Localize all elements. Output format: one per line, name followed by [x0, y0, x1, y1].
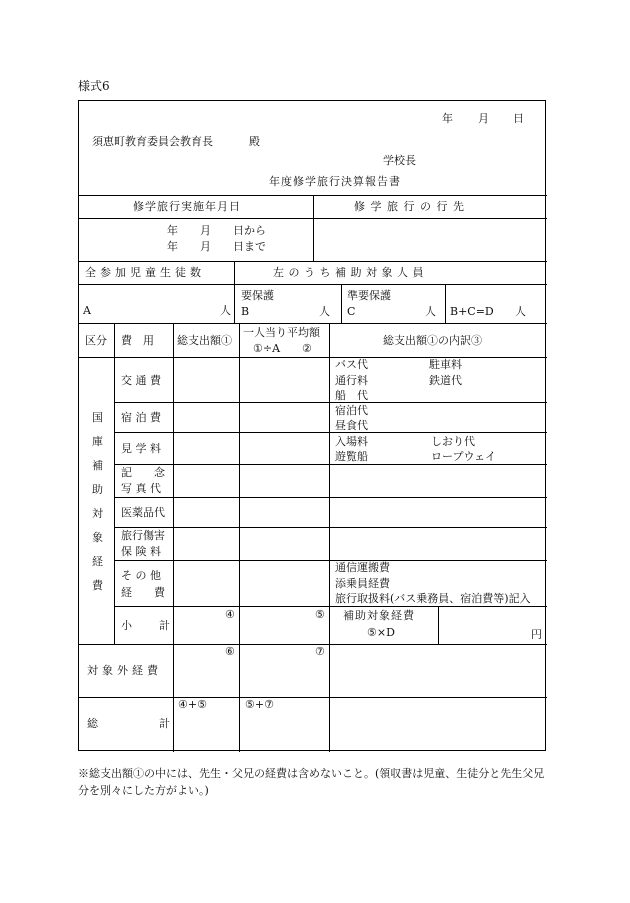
- rule: [438, 606, 439, 644]
- row-insurance-2: 保 険 料: [121, 545, 161, 558]
- grand-total-2: 計: [159, 717, 170, 730]
- row-medicine: 医薬品代: [121, 506, 165, 519]
- item-ship: 船 代: [335, 389, 368, 402]
- date-day: 日: [513, 112, 524, 125]
- rule: [79, 323, 547, 324]
- report-title: 年度修学旅行決算報告書: [269, 175, 401, 188]
- report-form: [78, 100, 546, 751]
- category-v5: 象: [92, 531, 103, 544]
- d-formula: B+C=D: [450, 305, 494, 318]
- rule: [79, 357, 547, 358]
- c-unit: 人: [425, 305, 436, 318]
- d-unit: 人: [515, 305, 526, 318]
- item-escort: 添乗員経費: [335, 577, 390, 590]
- category-v4: 対: [92, 507, 103, 520]
- row-subtotal-1: 小: [121, 619, 132, 632]
- rule: [114, 527, 547, 528]
- subsidy-exp-yen: 円: [531, 628, 542, 641]
- breakdown-header: 総支出額①の内訳③: [383, 334, 482, 347]
- mark-5-plus-7: ⑤+⑦: [245, 698, 274, 711]
- rule: [114, 560, 547, 561]
- category-v2: 補: [92, 459, 103, 472]
- item-admission: 入場料: [335, 435, 368, 448]
- average-header-1: 一人当り平均額: [243, 326, 320, 339]
- rule: [329, 323, 330, 752]
- expense-header: 費 用: [121, 334, 154, 347]
- item-ropeway: ロープウェイ: [431, 450, 497, 463]
- item-handling: 旅行取扱料(バス乗務員、宿泊費等)記入: [335, 592, 531, 605]
- item-rail: 鉄道代: [429, 374, 462, 387]
- b-label: B: [241, 305, 250, 318]
- footnote: ※総支出額①の中には、先生・父兄の経費は含めないこと。(領収書は児童、生徒分と先生父兄分を別々にした方がよい。): [78, 767, 545, 797]
- average-header-2: ①÷A ②: [253, 342, 312, 355]
- yohogo-label: 要保護: [241, 289, 274, 302]
- rule: [114, 402, 547, 403]
- mark-4: ④: [225, 608, 235, 621]
- non-target-label: 対象外経費: [87, 664, 162, 677]
- item-bus: バス代: [335, 358, 368, 371]
- addressee: 須恵町教育委員会教育長: [92, 135, 213, 148]
- b-unit: 人: [319, 305, 330, 318]
- a-unit: 人: [220, 304, 231, 317]
- mark-7: ⑦: [315, 645, 325, 658]
- trip-to: 年 月 日まで: [167, 240, 266, 253]
- rule: [114, 432, 547, 433]
- item-guidebook: しおり代: [431, 435, 475, 448]
- item-comm: 通信運搬費: [335, 561, 390, 574]
- trip-dest-header: 修 学 旅 行 の 行 先: [354, 200, 464, 213]
- category-v3: 助: [92, 483, 103, 496]
- rule: [114, 464, 547, 465]
- rule: [239, 323, 240, 752]
- category-v0: 国: [92, 411, 103, 424]
- mark-6: ⑥: [225, 645, 235, 658]
- subsidy-target-header: 左 の う ち 補 助 対 象 人 員: [273, 266, 424, 279]
- rule: [114, 606, 547, 607]
- row-subtotal-2: 計: [159, 619, 170, 632]
- form-id: 様式6: [78, 79, 110, 93]
- a-label: A: [83, 304, 91, 317]
- item-toll: 通行料: [335, 374, 368, 387]
- category-v6: 経: [92, 555, 103, 568]
- item-parking: 駐車料: [429, 358, 462, 371]
- junyohogo-label: 準要保護: [347, 289, 391, 302]
- c-label: C: [347, 305, 356, 318]
- school-principal: 学校長: [383, 154, 416, 167]
- item-cruise: 遊覧船: [335, 450, 368, 463]
- rule: [79, 261, 547, 262]
- category-v7: 費: [92, 579, 103, 592]
- rule: [341, 284, 342, 323]
- rule: [445, 284, 446, 323]
- rule: [114, 323, 115, 644]
- rule: [234, 261, 235, 323]
- row-other-1: そ の 他: [121, 569, 161, 582]
- grand-total-1: 総: [87, 717, 98, 730]
- rule: [79, 697, 547, 698]
- all-participants-header: 全参加児童生徒数: [85, 266, 205, 279]
- rule: [79, 284, 547, 285]
- trip-date-header: 修学旅行実施年月日: [133, 200, 241, 213]
- row-lodging: 宿 泊 費: [121, 411, 161, 424]
- mark-5: ⑤: [315, 608, 325, 621]
- subsidy-exp-label: 補助対象経費: [343, 609, 415, 622]
- rule: [173, 323, 174, 752]
- item-lunch: 昼食代: [335, 419, 368, 432]
- date-year: 年: [442, 112, 453, 125]
- row-other-2: 経 費: [121, 586, 165, 599]
- row-photo-1: 記 念: [121, 466, 165, 479]
- subsidy-exp-formula: ⑤×D: [367, 626, 395, 639]
- row-transport: 交 通 費: [121, 374, 161, 387]
- date-month: 月: [478, 112, 489, 125]
- trip-from: 年 月 日から: [167, 224, 266, 237]
- total-header: 総支出額①: [177, 334, 232, 347]
- honorific: 殿: [249, 135, 260, 148]
- item-lodging-fee: 宿泊代: [335, 404, 368, 417]
- row-sightseeing: 見 学 料: [121, 442, 161, 455]
- rule: [79, 644, 547, 645]
- mark-4-plus-5: ④+⑤: [178, 698, 207, 711]
- row-photo-2: 写 真 代: [121, 482, 161, 495]
- category-v1: 庫: [92, 435, 103, 448]
- category-header: 区分: [85, 334, 107, 347]
- rule: [114, 497, 547, 498]
- row-insurance-1: 旅行傷害: [121, 529, 165, 542]
- rule: [313, 195, 314, 261]
